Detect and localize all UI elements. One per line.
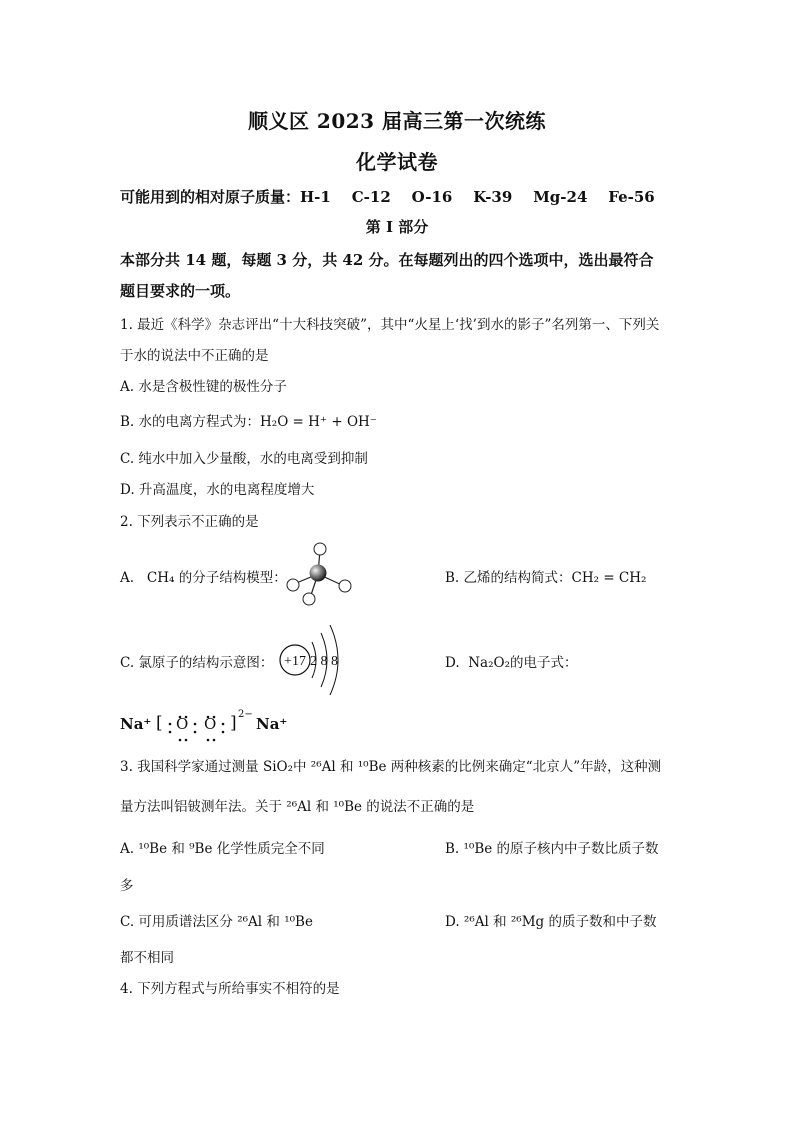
electron-shells: 2 8 8 bbox=[310, 654, 338, 669]
exam-title: 顺义区 2023 届高三第一次统练 bbox=[247, 109, 547, 133]
q2-option-a-formula: CH₄ bbox=[146, 570, 175, 586]
q2-option-b bbox=[445, 566, 646, 586]
q3-option-a: A. ¹⁰Be 和 ⁹Be 化学性质完全不同 bbox=[120, 841, 325, 857]
exam-subtitle: 化学试卷 bbox=[356, 150, 438, 174]
q1-option-b-label: B. 水的电离方程式为： bbox=[120, 414, 261, 430]
q1-option-d: D. 升高温度，水的电离程度增大 bbox=[120, 482, 315, 498]
q2-option-a-label: A. bbox=[120, 570, 135, 586]
q2-option-d-formula: Na₂O₂ bbox=[468, 655, 510, 671]
peroxide-charge: 2− bbox=[238, 709, 253, 720]
q2-option-a bbox=[120, 566, 287, 586]
sodium-ion-right: Na⁺ bbox=[256, 715, 288, 733]
q1-stem-line1: 1. 最近《科学》杂志评出“十大科技突破”，其中“火星上‘找’到水的影子”名列第一、下列关 bbox=[120, 317, 660, 333]
na2o2-electron-formula bbox=[120, 705, 320, 745]
q1-option-b bbox=[120, 410, 377, 430]
bracket-open: [ bbox=[156, 713, 163, 733]
q2-option-d-text: 的电子式： bbox=[510, 655, 578, 671]
instructions-line1: 本部分共 14 题，每题 3 分，共 42 分。在每题列出的四个选项中，选出最符合 bbox=[120, 251, 654, 269]
q2-option-d-label: D. bbox=[445, 655, 460, 671]
sodium-ion-left: Na⁺ bbox=[120, 715, 152, 733]
atomic-masses: 可能用到的相对原子质量：H-1 C-12 O-16 K-39 Mg-24 Fe-56 bbox=[120, 188, 655, 206]
q1-stem-line2: 于水的说法中不正确的是 bbox=[120, 348, 269, 364]
nucleus-charge: +17 bbox=[284, 654, 306, 669]
oxygen-atom-2: O bbox=[204, 715, 217, 733]
q3-stem-line1: 3. 我国科学家通过测量 SiO₂中 ²⁶Al 和 ¹⁰Be 两种核素的比例来确定“北京人”年龄，这种测 bbox=[120, 759, 662, 775]
q3-option-b: B. ¹⁰Be 的原子核内中子数比质子数 bbox=[445, 841, 659, 857]
q2-stem: 2. 下列表示不正确的是 bbox=[120, 514, 259, 530]
q3-option-c: C. 可用质谱法区分 ²⁶Al 和 ¹⁰Be bbox=[120, 914, 313, 930]
q2-option-d bbox=[445, 651, 578, 671]
instructions-line2: 题目要求的一项。 bbox=[120, 282, 241, 300]
q1-option-b-formula: H₂O = H⁺ + OH⁻ bbox=[260, 414, 377, 430]
q3-option-d: D. ²⁶Al 和 ²⁶Mg 的质子数和中子数 bbox=[445, 914, 657, 930]
q1-option-a: A. 水是含极性键的极性分子 bbox=[120, 379, 287, 395]
q3-option-b-wrap: 多 bbox=[120, 878, 134, 894]
q1-option-c: C. 纯水中加入少量酸，水的电离受到抑制 bbox=[120, 451, 368, 467]
oxygen-atom-1: O bbox=[176, 715, 189, 733]
q2-option-b-formula: CH₂ = CH₂ bbox=[571, 570, 647, 586]
chlorine-atom-diagram bbox=[276, 620, 358, 700]
q2-option-c: C. 氯原子的结构示意图： bbox=[120, 655, 274, 671]
q4-stem: 4. 下列方程式与所给事实不相符的是 bbox=[120, 981, 340, 997]
methane-ball-stick-model bbox=[284, 538, 356, 610]
q2-option-a-text: 的分子结构模型： bbox=[178, 570, 287, 586]
part-heading: 第 I 部分 bbox=[365, 218, 429, 236]
bracket-close: ] bbox=[230, 713, 237, 733]
q3-stem-line2: 量方法叫铝铍测年法。关于 ²⁶Al 和 ¹⁰Be 的说法不正确的是 bbox=[120, 799, 475, 815]
q3-option-d-wrap: 都不相同 bbox=[120, 950, 174, 966]
q2-option-b-text: B. 乙烯的结构简式： bbox=[445, 570, 572, 586]
